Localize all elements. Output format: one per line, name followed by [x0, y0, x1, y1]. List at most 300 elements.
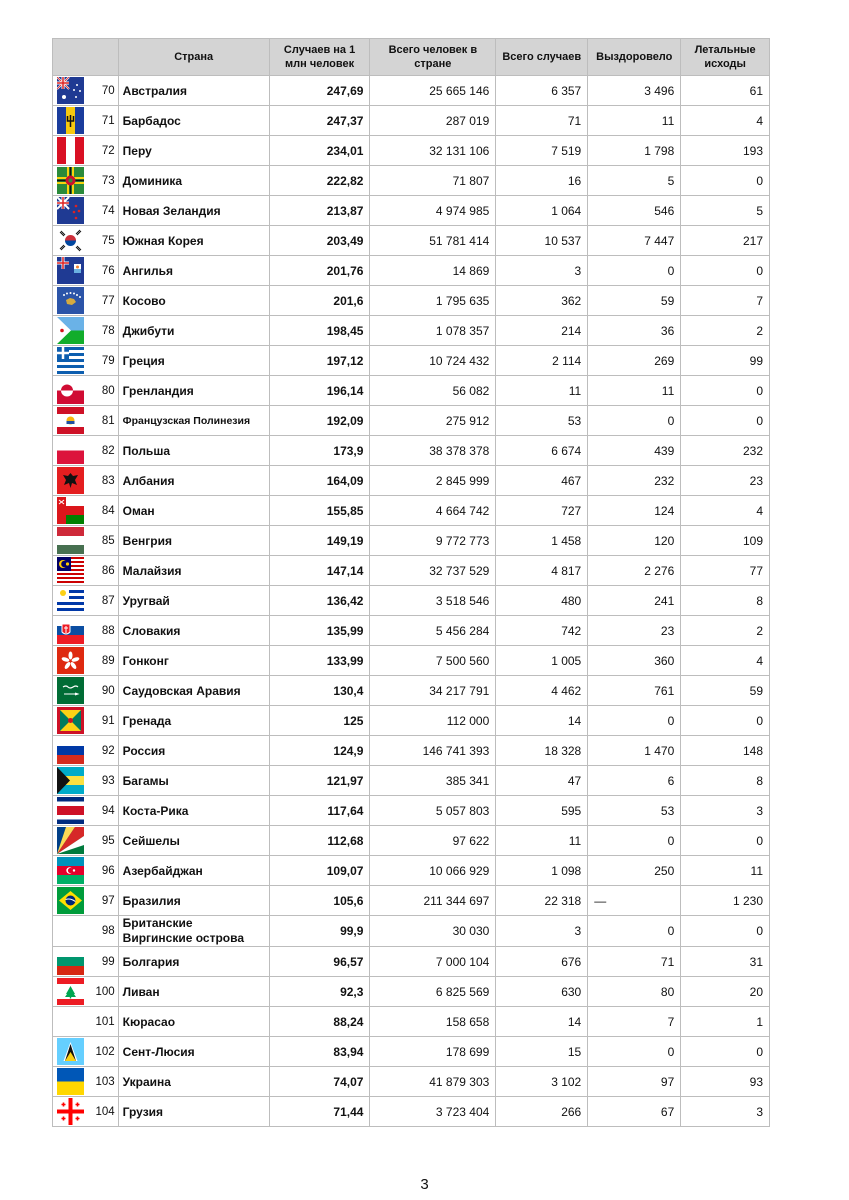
recovered-value: 7 447	[588, 226, 681, 256]
deaths-value: 1 230	[681, 886, 770, 916]
header-per-million: Случаев на 1 млн человек	[269, 39, 370, 76]
cases-value: 266	[496, 1097, 588, 1127]
cases-value: 362	[496, 286, 588, 316]
country-name: Гонконг	[118, 646, 269, 676]
rank-cell: 76	[88, 256, 118, 286]
per-million-value: 234,01	[269, 136, 370, 166]
flag-cell	[53, 376, 89, 406]
per-million-value: 88,24	[269, 1007, 370, 1037]
flag-cell	[53, 826, 89, 856]
population-value: 97 622	[370, 826, 496, 856]
brazil-flag-icon	[57, 887, 84, 914]
flag-cell	[53, 916, 89, 947]
table-row	[53, 376, 770, 406]
flag-cell	[53, 286, 89, 316]
deaths-value: 217	[681, 226, 770, 256]
flag-cell	[53, 466, 89, 496]
country-name: Косово	[118, 286, 269, 316]
population-value: 32 737 529	[370, 556, 496, 586]
oman-flag-icon	[57, 497, 84, 524]
flag-cell	[53, 1037, 89, 1067]
recovered-value: 0	[588, 406, 681, 436]
recovered-value: 269	[588, 346, 681, 376]
table-row	[53, 556, 770, 586]
country-name: Греция	[118, 346, 269, 376]
deaths-value: 59	[681, 676, 770, 706]
recovered-value: 439	[588, 436, 681, 466]
table-row	[53, 616, 770, 646]
per-million-value: 192,09	[269, 406, 370, 436]
table-row	[53, 886, 770, 916]
cases-value: 2 114	[496, 346, 588, 376]
flag-cell	[53, 526, 89, 556]
cases-value: 10 537	[496, 226, 588, 256]
recovered-value: 360	[588, 646, 681, 676]
deaths-value: 7	[681, 286, 770, 316]
flag-cell	[53, 676, 89, 706]
rank-cell: 96	[88, 856, 118, 886]
poland-flag-icon	[57, 437, 84, 464]
rank-cell: 74	[88, 196, 118, 226]
south-korea-flag-icon	[57, 227, 84, 254]
country-name: Кюрасао	[118, 1007, 269, 1037]
cases-value: 7 519	[496, 136, 588, 166]
table-row	[53, 916, 770, 947]
flag-cell	[53, 76, 89, 106]
cases-value: 4 817	[496, 556, 588, 586]
flag-cell	[53, 106, 89, 136]
recovered-value: 120	[588, 526, 681, 556]
cases-value: 1 005	[496, 646, 588, 676]
cases-value: 4 462	[496, 676, 588, 706]
country-name: Перу	[118, 136, 269, 166]
cases-value: 18 328	[496, 736, 588, 766]
anguilla-flag-icon	[57, 257, 84, 284]
table-row	[53, 826, 770, 856]
table-row	[53, 406, 770, 436]
country-name: Албания	[118, 466, 269, 496]
cases-value: 53	[496, 406, 588, 436]
deaths-value: 31	[681, 947, 770, 977]
cases-value: 11	[496, 376, 588, 406]
population-value: 178 699	[370, 1037, 496, 1067]
rank-cell: 77	[88, 286, 118, 316]
country-name: Венгрия	[118, 526, 269, 556]
bulgaria-flag-icon	[57, 948, 84, 975]
cases-value: 6 357	[496, 76, 588, 106]
flag-cell	[53, 346, 89, 376]
deaths-value: 3	[681, 796, 770, 826]
population-value: 4 664 742	[370, 496, 496, 526]
recovered-value: 0	[588, 256, 681, 286]
population-value: 7 000 104	[370, 947, 496, 977]
rank-cell: 95	[88, 826, 118, 856]
rank-cell: 70	[88, 76, 118, 106]
per-million-value: 74,07	[269, 1067, 370, 1097]
header-rank-cell	[88, 39, 118, 76]
population-value: 7 500 560	[370, 646, 496, 676]
population-value: 385 341	[370, 766, 496, 796]
flag-cell	[53, 736, 89, 766]
population-value: 2 845 999	[370, 466, 496, 496]
recovered-value: 3 496	[588, 76, 681, 106]
per-million-value: 164,09	[269, 466, 370, 496]
deaths-value: 4	[681, 496, 770, 526]
recovered-value: 11	[588, 106, 681, 136]
recovered-value: 0	[588, 1037, 681, 1067]
per-million-value: 201,76	[269, 256, 370, 286]
per-million-value: 133,99	[269, 646, 370, 676]
table-row	[53, 1097, 770, 1127]
per-million-value: 92,3	[269, 977, 370, 1007]
flag-cell	[53, 556, 89, 586]
peru-flag-icon	[57, 137, 84, 164]
country-name: Словакия	[118, 616, 269, 646]
table-row	[53, 286, 770, 316]
country-name: Гренада	[118, 706, 269, 736]
slovakia-flag-icon	[57, 617, 84, 644]
country-name: Оман	[118, 496, 269, 526]
flag-cell	[53, 977, 89, 1007]
table-row	[53, 136, 770, 166]
flag-cell	[53, 706, 89, 736]
barbados-flag-icon	[57, 107, 84, 134]
deaths-value: 0	[681, 406, 770, 436]
rank-cell: 75	[88, 226, 118, 256]
cases-value: 15	[496, 1037, 588, 1067]
country-name: Грузия	[118, 1097, 269, 1127]
per-million-value: 201,6	[269, 286, 370, 316]
russia-flag-icon	[57, 737, 84, 764]
deaths-value: 0	[681, 706, 770, 736]
population-value: 5 057 803	[370, 796, 496, 826]
country-name: Сейшелы	[118, 826, 269, 856]
country-name: Бразилия	[118, 886, 269, 916]
dominica-flag-icon	[57, 167, 84, 194]
flag-cell	[53, 436, 89, 466]
deaths-value: 77	[681, 556, 770, 586]
cases-value: 727	[496, 496, 588, 526]
country-name: Британские Виргинские острова	[118, 916, 269, 947]
cases-value: 467	[496, 466, 588, 496]
country-name: Новая Зеландия	[118, 196, 269, 226]
deaths-value: 99	[681, 346, 770, 376]
rank-cell: 83	[88, 466, 118, 496]
table-row	[53, 977, 770, 1007]
cases-value: 1 098	[496, 856, 588, 886]
recovered-value: 546	[588, 196, 681, 226]
deaths-value: 0	[681, 166, 770, 196]
deaths-value: 20	[681, 977, 770, 1007]
per-million-value: 147,14	[269, 556, 370, 586]
table-row	[53, 1007, 770, 1037]
table-row	[53, 766, 770, 796]
recovered-value: —	[588, 886, 681, 916]
population-value: 112 000	[370, 706, 496, 736]
grenada-flag-icon	[57, 707, 84, 734]
country-name: Джибути	[118, 316, 269, 346]
population-value: 34 217 791	[370, 676, 496, 706]
header-country: Страна	[118, 39, 269, 76]
uruguay-flag-icon	[57, 587, 84, 614]
cases-value: 14	[496, 1007, 588, 1037]
per-million-value: 96,57	[269, 947, 370, 977]
flag-cell	[53, 496, 89, 526]
greenland-flag-icon	[57, 377, 84, 404]
rank-cell: 79	[88, 346, 118, 376]
ukraine-flag-icon	[57, 1068, 84, 1095]
table-row	[53, 1037, 770, 1067]
table-header-row	[53, 39, 770, 76]
per-million-value: 112,68	[269, 826, 370, 856]
per-million-value: 109,07	[269, 856, 370, 886]
table-row	[53, 466, 770, 496]
cases-value: 14	[496, 706, 588, 736]
rank-cell: 99	[88, 947, 118, 977]
rank-cell: 84	[88, 496, 118, 526]
deaths-value: 232	[681, 436, 770, 466]
recovered-value: 7	[588, 1007, 681, 1037]
deaths-value: 4	[681, 106, 770, 136]
table-row	[53, 226, 770, 256]
malaysia-flag-icon	[57, 557, 84, 584]
recovered-value: 1 470	[588, 736, 681, 766]
deaths-value: 0	[681, 916, 770, 947]
header-recovered: Выздоровело	[588, 39, 681, 76]
rank-cell: 81	[88, 406, 118, 436]
country-name: Ливан	[118, 977, 269, 1007]
table-row	[53, 316, 770, 346]
country-name: Багамы	[118, 766, 269, 796]
deaths-value: 61	[681, 76, 770, 106]
per-million-value: 198,45	[269, 316, 370, 346]
cases-value: 1 064	[496, 196, 588, 226]
header-deaths: Летальные исходы	[681, 39, 770, 76]
rank-cell: 78	[88, 316, 118, 346]
cases-value: 214	[496, 316, 588, 346]
table-row	[53, 526, 770, 556]
recovered-value: 761	[588, 676, 681, 706]
country-name: Уругвай	[118, 586, 269, 616]
deaths-value: 2	[681, 316, 770, 346]
recovered-value: 0	[588, 826, 681, 856]
greece-flag-icon	[57, 347, 84, 374]
table-row	[53, 106, 770, 136]
recovered-value: 67	[588, 1097, 681, 1127]
population-value: 10 066 929	[370, 856, 496, 886]
deaths-value: 193	[681, 136, 770, 166]
rank-cell: 85	[88, 526, 118, 556]
flag-cell	[53, 766, 89, 796]
population-value: 3 518 546	[370, 586, 496, 616]
cases-value: 3	[496, 916, 588, 947]
hungary-flag-icon	[57, 527, 84, 554]
flag-cell	[53, 1067, 89, 1097]
per-million-value: 247,69	[269, 76, 370, 106]
population-value: 56 082	[370, 376, 496, 406]
country-name: Азербайджан	[118, 856, 269, 886]
population-value: 71 807	[370, 166, 496, 196]
rank-cell: 88	[88, 616, 118, 646]
hong-kong-flag-icon	[57, 647, 84, 674]
flag-cell	[53, 616, 89, 646]
recovered-value: 53	[588, 796, 681, 826]
per-million-value: 196,14	[269, 376, 370, 406]
table-row	[53, 436, 770, 466]
recovered-value: 36	[588, 316, 681, 346]
rank-cell: 97	[88, 886, 118, 916]
country-name: Южная Корея	[118, 226, 269, 256]
deaths-value: 93	[681, 1067, 770, 1097]
per-million-value: 124,9	[269, 736, 370, 766]
cases-value: 22 318	[496, 886, 588, 916]
flag-cell	[53, 316, 89, 346]
table-row	[53, 947, 770, 977]
flag-cell	[53, 586, 89, 616]
cases-value: 3 102	[496, 1067, 588, 1097]
australia-flag-icon	[57, 77, 84, 104]
bahamas-flag-icon	[57, 767, 84, 794]
deaths-value: 0	[681, 256, 770, 286]
deaths-value: 2	[681, 616, 770, 646]
covid-country-table	[52, 38, 770, 1127]
saudi-arabia-flag-icon	[57, 677, 84, 704]
per-million-value: 130,4	[269, 676, 370, 706]
rank-cell: 92	[88, 736, 118, 766]
population-value: 3 723 404	[370, 1097, 496, 1127]
rank-cell: 72	[88, 136, 118, 166]
deaths-value: 148	[681, 736, 770, 766]
table-row	[53, 856, 770, 886]
flag-cell	[53, 1097, 89, 1127]
recovered-value: 97	[588, 1067, 681, 1097]
population-value: 6 825 569	[370, 977, 496, 1007]
rank-cell: 102	[88, 1037, 118, 1067]
cases-value: 16	[496, 166, 588, 196]
cases-value: 742	[496, 616, 588, 646]
costa-rica-flag-icon	[57, 797, 84, 824]
population-value: 158 658	[370, 1007, 496, 1037]
deaths-value: 8	[681, 766, 770, 796]
albania-flag-icon	[57, 467, 84, 494]
table-row	[53, 796, 770, 826]
georgia-flag-icon	[57, 1098, 84, 1125]
cases-value: 676	[496, 947, 588, 977]
cases-value: 6 674	[496, 436, 588, 466]
azerbaijan-flag-icon	[57, 857, 84, 884]
table-row	[53, 706, 770, 736]
deaths-value: 8	[681, 586, 770, 616]
flag-cell	[53, 256, 89, 286]
recovered-value: 5	[588, 166, 681, 196]
population-value: 1 795 635	[370, 286, 496, 316]
table-row	[53, 586, 770, 616]
recovered-value: 11	[588, 376, 681, 406]
deaths-value: 11	[681, 856, 770, 886]
per-million-value: 83,94	[269, 1037, 370, 1067]
flag-cell	[53, 196, 89, 226]
recovered-value: 1 798	[588, 136, 681, 166]
kosovo-flag-icon	[57, 287, 84, 314]
country-name: Сент-Люсия	[118, 1037, 269, 1067]
flag-cell	[53, 856, 89, 886]
population-value: 146 741 393	[370, 736, 496, 766]
population-value: 5 456 284	[370, 616, 496, 646]
deaths-value: 0	[681, 826, 770, 856]
cases-value: 630	[496, 977, 588, 1007]
population-value: 10 724 432	[370, 346, 496, 376]
country-name: Французская Полинезия	[118, 406, 269, 436]
country-name: Саудовская Аравия	[118, 676, 269, 706]
recovered-value: 124	[588, 496, 681, 526]
per-million-value: 136,42	[269, 586, 370, 616]
country-name: Украина	[118, 1067, 269, 1097]
french-polynesia-flag-icon	[57, 407, 84, 434]
cases-value: 480	[496, 586, 588, 616]
lebanon-flag-icon	[57, 978, 84, 1005]
population-value: 30 030	[370, 916, 496, 947]
table-row	[53, 76, 770, 106]
flag-cell	[53, 226, 89, 256]
per-million-value: 135,99	[269, 616, 370, 646]
population-value: 287 019	[370, 106, 496, 136]
population-value: 1 078 357	[370, 316, 496, 346]
country-name: Коста-Рика	[118, 796, 269, 826]
rank-cell: 103	[88, 1067, 118, 1097]
country-name: Малайзия	[118, 556, 269, 586]
per-million-value: 197,12	[269, 346, 370, 376]
table-row	[53, 196, 770, 226]
new-zealand-flag-icon	[57, 197, 84, 224]
rank-cell: 91	[88, 706, 118, 736]
deaths-value: 3	[681, 1097, 770, 1127]
population-value: 4 974 985	[370, 196, 496, 226]
rank-cell: 90	[88, 676, 118, 706]
header-cases: Всего случаев	[496, 39, 588, 76]
per-million-value: 247,37	[269, 106, 370, 136]
per-million-value: 213,87	[269, 196, 370, 226]
rank-cell: 94	[88, 796, 118, 826]
country-name: Доминика	[118, 166, 269, 196]
deaths-value: 5	[681, 196, 770, 226]
table-row	[53, 676, 770, 706]
cases-value: 11	[496, 826, 588, 856]
cases-value: 3	[496, 256, 588, 286]
rank-cell: 98	[88, 916, 118, 947]
rank-cell: 86	[88, 556, 118, 586]
per-million-value: 203,49	[269, 226, 370, 256]
flag-cell	[53, 886, 89, 916]
rank-cell: 71	[88, 106, 118, 136]
deaths-value: 0	[681, 376, 770, 406]
deaths-value: 4	[681, 646, 770, 676]
recovered-value: 6	[588, 766, 681, 796]
recovered-value: 0	[588, 706, 681, 736]
cases-value: 595	[496, 796, 588, 826]
recovered-value: 71	[588, 947, 681, 977]
deaths-value: 109	[681, 526, 770, 556]
per-million-value: 71,44	[269, 1097, 370, 1127]
country-name: Барбадос	[118, 106, 269, 136]
page-number: 3	[420, 1176, 429, 1193]
population-value: 9 772 773	[370, 526, 496, 556]
table-row	[53, 256, 770, 286]
population-value: 211 344 697	[370, 886, 496, 916]
table-row	[53, 166, 770, 196]
rank-cell: 101	[88, 1007, 118, 1037]
deaths-value: 23	[681, 466, 770, 496]
djibouti-flag-icon	[57, 317, 84, 344]
